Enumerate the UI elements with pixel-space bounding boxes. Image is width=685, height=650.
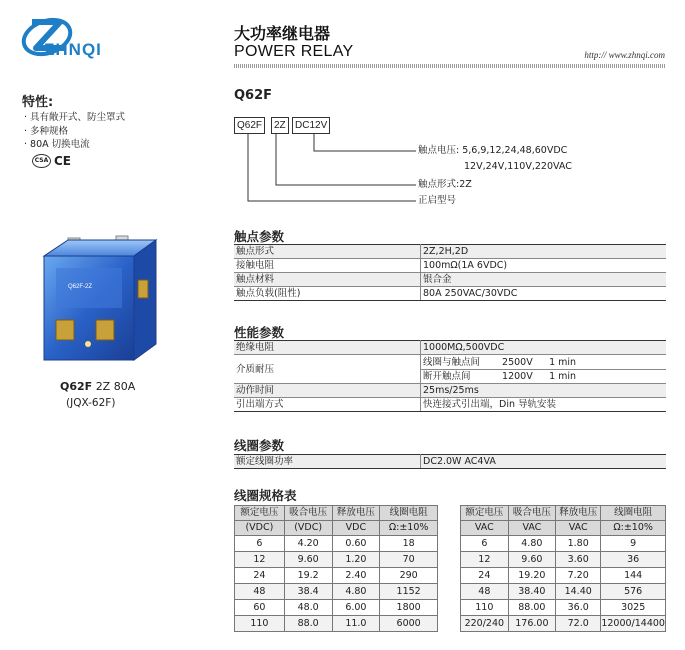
relay-product-image bbox=[38, 228, 168, 368]
column-unit: VAC bbox=[556, 521, 601, 536]
feature-item: · 80A 切换电流 bbox=[24, 138, 125, 152]
table-cell: 1.20 bbox=[332, 552, 380, 568]
table-unit-row bbox=[235, 521, 438, 536]
table-cell: 19.20 bbox=[508, 568, 555, 584]
param-key: 动作时间 bbox=[234, 384, 421, 398]
table-cell: 4.80 bbox=[332, 584, 380, 600]
table-row bbox=[234, 455, 666, 469]
table-cell: 36 bbox=[601, 552, 666, 568]
coil-params-title: 线圈参数 bbox=[234, 438, 285, 453]
table-row bbox=[235, 568, 438, 584]
column-unit: VDC bbox=[332, 521, 380, 536]
table-row bbox=[234, 259, 666, 273]
product-alt-model: (JQX-62F) bbox=[66, 397, 116, 409]
table-cell: 144 bbox=[601, 568, 666, 584]
column-unit: (VDC) bbox=[235, 521, 285, 536]
table-cell: 1.80 bbox=[556, 536, 601, 552]
csa-cert-icon: CSA bbox=[32, 154, 51, 168]
table-cell: 2.40 bbox=[332, 568, 380, 584]
table-cell: 38.4 bbox=[284, 584, 332, 600]
table-cell: 6000 bbox=[380, 616, 438, 632]
table-row bbox=[235, 552, 438, 568]
table-header-row bbox=[461, 506, 666, 521]
contact-params-title: 触点参数 bbox=[234, 229, 285, 244]
code-box-voltage: DC12V bbox=[292, 117, 330, 134]
table-cell: 1152 bbox=[380, 584, 438, 600]
table-row bbox=[234, 273, 666, 287]
column-unit: VAC bbox=[508, 521, 555, 536]
table-cell: 6.00 bbox=[332, 600, 380, 616]
code-box-series: Q62F bbox=[234, 117, 265, 134]
param-value: 银合金 bbox=[421, 273, 667, 287]
table-cell: 18 bbox=[380, 536, 438, 552]
table-row bbox=[234, 341, 666, 355]
param-value: 2Z,2H,2D bbox=[421, 245, 667, 259]
table-cell: 19.2 bbox=[284, 568, 332, 584]
table-cell: 4.80 bbox=[508, 536, 555, 552]
table-cell: 24 bbox=[235, 568, 285, 584]
model-leader-lines bbox=[234, 132, 424, 212]
table-row bbox=[235, 616, 438, 632]
contact-form-note: 触点形式:2Z bbox=[418, 179, 472, 190]
coil-spec-title: 线圈规格表 bbox=[234, 488, 297, 503]
dielectric-voltage: 1200V bbox=[502, 370, 533, 382]
param-key: 接触电阻 bbox=[234, 259, 421, 273]
brand-name: ZHNQI bbox=[44, 40, 102, 59]
param-value: DC2.0W AC4VA bbox=[421, 455, 667, 469]
coil-spec-dc-table bbox=[234, 505, 438, 632]
table-cell: 1800 bbox=[380, 600, 438, 616]
table-cell: 88.0 bbox=[284, 616, 332, 632]
contact-voltage-note: 触点电压: 5,6,9,12,24,48,60VDC bbox=[418, 145, 568, 156]
param-value: 快连接式引出端，Din 导轨安装 bbox=[421, 398, 667, 412]
param-key: 绝缘电阻 bbox=[234, 341, 421, 355]
feature-item: · 具有敞开式、防尘罩式 bbox=[24, 111, 125, 125]
param-value: 1000MΩ,500VDC bbox=[421, 341, 667, 355]
table-cell: 48 bbox=[235, 584, 285, 600]
product-model: Q62F bbox=[60, 380, 93, 393]
table-row bbox=[461, 616, 666, 632]
table-cell: 88.00 bbox=[508, 600, 555, 616]
table-cell: 220/240 bbox=[461, 616, 509, 632]
table-row bbox=[234, 355, 666, 384]
dielectric-line-2 bbox=[421, 370, 666, 383]
contact-params-table bbox=[234, 244, 666, 301]
table-cell: 176.00 bbox=[508, 616, 555, 632]
dielectric-label: 断开触点间 bbox=[423, 370, 471, 382]
table-row bbox=[235, 536, 438, 552]
table-cell: 6 bbox=[235, 536, 285, 552]
dielectric-voltage: 2500V bbox=[502, 356, 533, 368]
column-header: 吸合电压 bbox=[508, 506, 555, 521]
table-cell: 14.40 bbox=[556, 584, 601, 600]
code-box-form: 2Z bbox=[271, 117, 289, 134]
coil-spec-ac-table bbox=[460, 505, 666, 632]
param-value bbox=[421, 355, 667, 384]
column-header: 线圈电阻 bbox=[380, 506, 438, 521]
table-cell: 9 bbox=[601, 536, 666, 552]
table-cell: 12 bbox=[461, 552, 509, 568]
feature-item: · 多种规格 bbox=[24, 125, 125, 139]
table-row bbox=[234, 287, 666, 301]
table-cell: 4.20 bbox=[284, 536, 332, 552]
column-header: 额定电压 bbox=[235, 506, 285, 521]
features-list bbox=[24, 111, 125, 152]
dielectric-line-1 bbox=[421, 356, 666, 370]
column-unit: VAC bbox=[461, 521, 509, 536]
table-cell: 9.60 bbox=[508, 552, 555, 568]
dielectric-time: 1 min bbox=[549, 356, 577, 368]
param-value: 80A 250VAC/30VDC bbox=[421, 287, 667, 301]
table-cell: 12000/14400 bbox=[601, 616, 666, 632]
title-cn: 大功率继电器 bbox=[234, 24, 331, 43]
table-cell: 38.40 bbox=[508, 584, 555, 600]
table-row bbox=[461, 584, 666, 600]
table-cell: 36.0 bbox=[556, 600, 601, 616]
table-row bbox=[234, 245, 666, 259]
column-unit: Ω:±10% bbox=[601, 521, 666, 536]
column-header: 吸合电压 bbox=[284, 506, 332, 521]
table-cell: 6 bbox=[461, 536, 509, 552]
column-unit: Ω:±10% bbox=[380, 521, 438, 536]
website-url: http:// www.zhnqi.com bbox=[584, 50, 665, 60]
model-type-note: 正启型号 bbox=[418, 195, 457, 206]
table-cell: 576 bbox=[601, 584, 666, 600]
param-value: 25ms/25ms bbox=[421, 384, 667, 398]
param-key: 触点负载(阻性) bbox=[234, 287, 421, 301]
table-row bbox=[234, 384, 666, 398]
table-cell: 110 bbox=[461, 600, 509, 616]
table-cell: 60 bbox=[235, 600, 285, 616]
table-row bbox=[461, 536, 666, 552]
header-divider bbox=[234, 64, 666, 68]
table-cell: 3.60 bbox=[556, 552, 601, 568]
perf-params-title: 性能参数 bbox=[234, 325, 285, 340]
dielectric-time: 1 min bbox=[549, 370, 577, 382]
column-header: 线圈电阻 bbox=[601, 506, 666, 521]
certification-marks bbox=[32, 154, 71, 168]
table-cell: 12 bbox=[235, 552, 285, 568]
perf-params-table bbox=[234, 340, 666, 412]
table-cell: 24 bbox=[461, 568, 509, 584]
param-key: 触点形式 bbox=[234, 245, 421, 259]
model-title: Q62F bbox=[234, 88, 273, 103]
column-unit: (VDC) bbox=[284, 521, 332, 536]
coil-params-table bbox=[234, 454, 666, 469]
title-en: POWER RELAY bbox=[234, 43, 354, 60]
table-row bbox=[461, 568, 666, 584]
param-key: 额定线圈功率 bbox=[234, 455, 421, 469]
table-row bbox=[235, 600, 438, 616]
column-header: 释放电压 bbox=[556, 506, 601, 521]
table-cell: 70 bbox=[380, 552, 438, 568]
table-row bbox=[461, 600, 666, 616]
table-cell: 11.0 bbox=[332, 616, 380, 632]
relay-label-print: Q62F-2Z bbox=[68, 284, 93, 290]
table-cell: 72.0 bbox=[556, 616, 601, 632]
table-cell: 0.60 bbox=[332, 536, 380, 552]
table-cell: 110 bbox=[235, 616, 285, 632]
table-header-row bbox=[235, 506, 438, 521]
table-cell: 48.0 bbox=[284, 600, 332, 616]
product-caption bbox=[60, 380, 135, 393]
param-key: 介质耐压 bbox=[234, 355, 421, 384]
table-cell: 9.60 bbox=[284, 552, 332, 568]
table-unit-row bbox=[461, 521, 666, 536]
table-cell: 290 bbox=[380, 568, 438, 584]
param-key: 触点材料 bbox=[234, 273, 421, 287]
ce-cert-mark: CE bbox=[54, 154, 72, 168]
column-header: 额定电压 bbox=[461, 506, 509, 521]
table-row bbox=[234, 398, 666, 412]
dielectric-label: 线圈与触点间 bbox=[423, 356, 481, 368]
table-cell: 3025 bbox=[601, 600, 666, 616]
table-cell: 48 bbox=[461, 584, 509, 600]
features-title: 特性: bbox=[22, 95, 54, 110]
column-header: 释放电压 bbox=[332, 506, 380, 521]
table-cell: 7.20 bbox=[556, 568, 601, 584]
param-key: 引出端方式 bbox=[234, 398, 421, 412]
table-row bbox=[235, 584, 438, 600]
param-value: 100mΩ(1A 6VDC) bbox=[421, 259, 667, 273]
product-spec: 2Z 80A bbox=[95, 380, 136, 393]
contact-voltage-ac-note: 12V,24V,110V,220VAC bbox=[464, 161, 572, 172]
table-row bbox=[461, 552, 666, 568]
